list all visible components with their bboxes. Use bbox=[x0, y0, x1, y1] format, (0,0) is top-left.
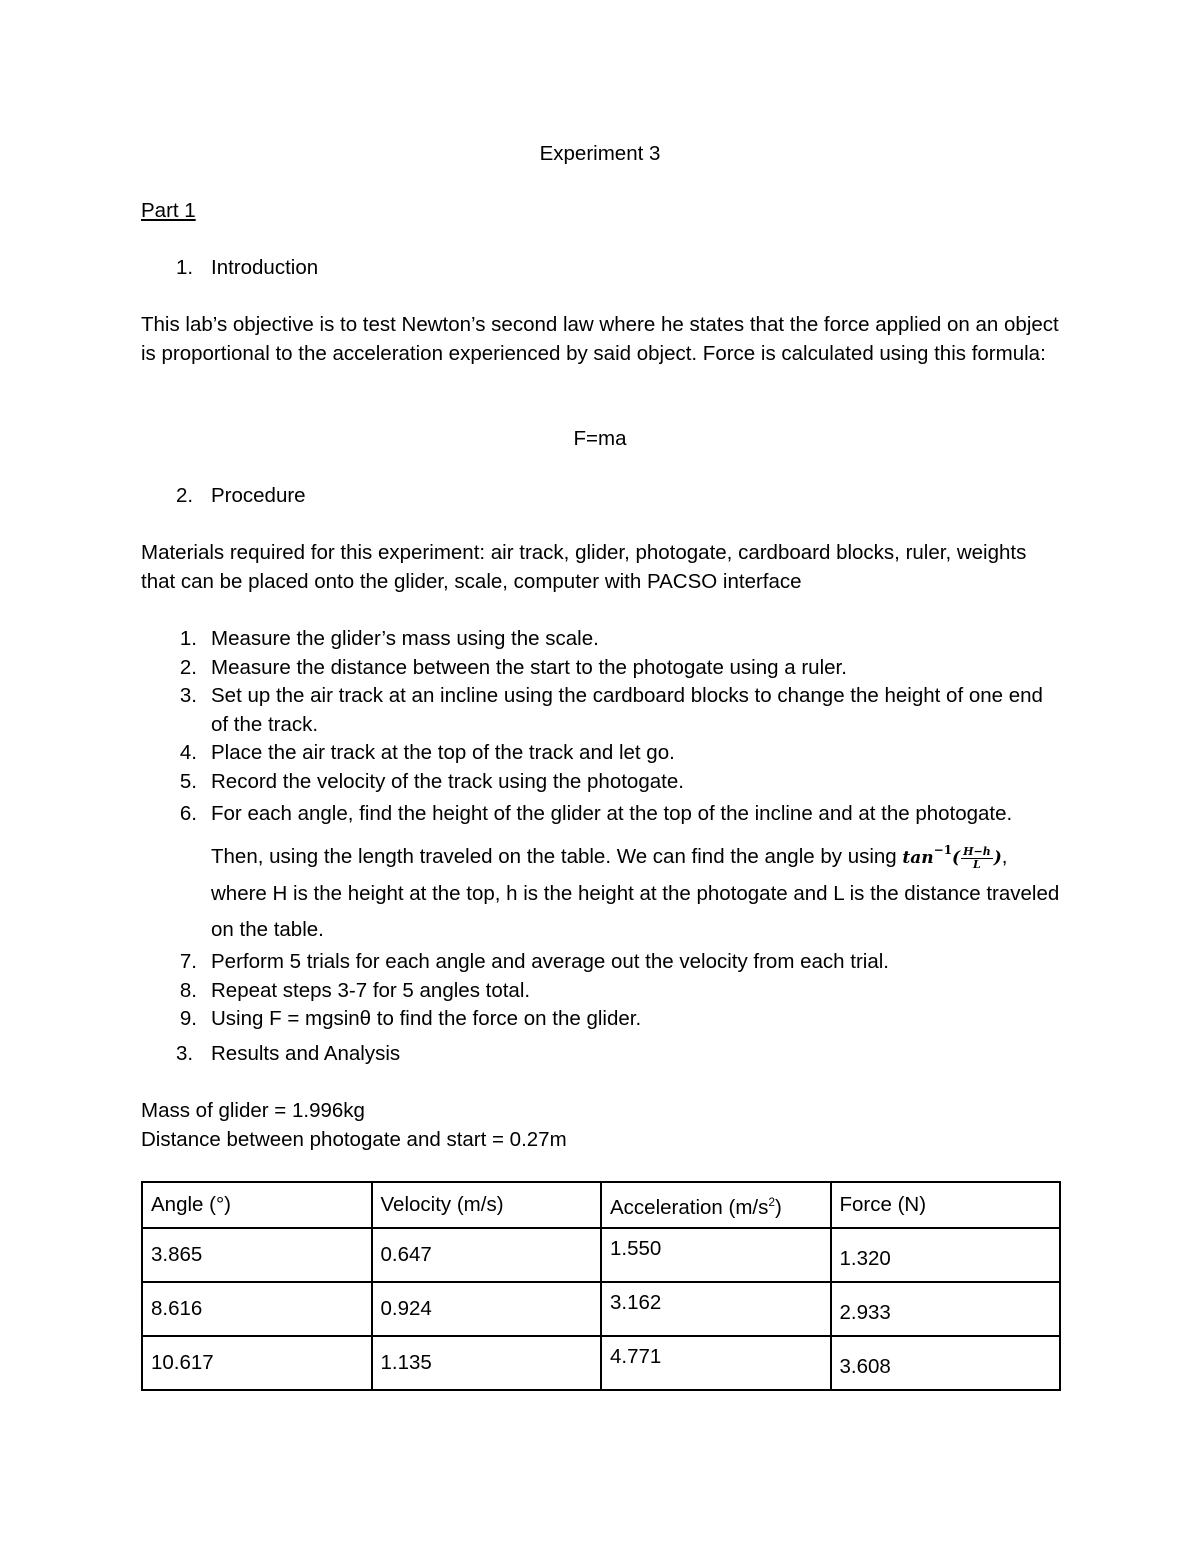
math-denominator: L bbox=[973, 858, 981, 871]
cell-acceleration: 3.162 bbox=[601, 1282, 831, 1336]
results-table bbox=[141, 1181, 1061, 1391]
section-number: 1. bbox=[176, 256, 194, 279]
cell-angle: 3.865 bbox=[142, 1228, 372, 1282]
step-text: Set up the air track at an incline using the cardboard blocks to change the height of one end of the track. bbox=[211, 684, 1043, 736]
angle-formula: $\tan^{-1}$( $\frac{H-h}{L}$ ) bbox=[902, 843, 1002, 871]
step-text: Perform 5 trials for each angle and average out the velocity from each trial. bbox=[211, 950, 889, 973]
section-label: Procedure bbox=[211, 484, 306, 507]
header-force: Force (N) bbox=[831, 1182, 1061, 1228]
section-label: Results and Analysis bbox=[211, 1042, 401, 1065]
header-acceleration-close: ) bbox=[775, 1195, 782, 1219]
list-item bbox=[141, 948, 1061, 977]
part-heading: Part 1 bbox=[141, 199, 196, 222]
step-number: 6. bbox=[179, 802, 197, 825]
list-item bbox=[141, 654, 1061, 683]
procedure-steps bbox=[141, 625, 1061, 1034]
step-number: 4. bbox=[179, 741, 197, 764]
mass-line: Mass of glider = 1.996kg bbox=[141, 1099, 365, 1122]
section-heading-results bbox=[176, 1040, 400, 1069]
list-item bbox=[141, 739, 1061, 768]
cell-force: 2.933 bbox=[831, 1282, 1061, 1336]
section-label: Introduction bbox=[211, 256, 319, 279]
step-text: Measure the distance between the start to the photogate using a ruler. bbox=[211, 655, 847, 679]
step-number: 2. bbox=[179, 655, 197, 679]
step-text: Repeat steps 3-7 for 5 angles total. bbox=[211, 978, 531, 1002]
cell-angle: 10.617 bbox=[142, 1336, 372, 1390]
section-number: 3. bbox=[176, 1042, 194, 1065]
list-item bbox=[141, 682, 1061, 739]
math-numerator: H−h bbox=[963, 845, 991, 858]
math-function: tan bbox=[902, 848, 934, 868]
table-header-row bbox=[142, 1182, 1060, 1228]
document-title: Experiment 3 bbox=[539, 142, 661, 165]
step-number: 9. bbox=[179, 1007, 197, 1030]
step-text: Record the velocity of the track using the photogate. bbox=[211, 769, 684, 793]
list-item bbox=[141, 625, 1061, 654]
list-item bbox=[141, 796, 1061, 948]
step-text: , where H is the height at the top, h is the height at the photogate and L is the distance traveled on the table. bbox=[211, 845, 1060, 941]
header-velocity: Velocity (m/s) bbox=[372, 1182, 602, 1228]
cell-force: 3.608 bbox=[831, 1336, 1061, 1390]
table-row bbox=[142, 1336, 1060, 1390]
intro-paragraph: This lab’s objective is to test Newton’s second law where he states that the force applied on an object is proportional to the acceleration experienced by said object. Force is calculated using this formula: bbox=[141, 313, 1059, 365]
step-number: 7. bbox=[179, 950, 197, 973]
section-number: 2. bbox=[176, 484, 194, 507]
step-text: Measure the glider’s mass using the scale. bbox=[211, 627, 599, 650]
step-number: 3. bbox=[179, 684, 197, 707]
header-acceleration-exponent: 2 bbox=[768, 1194, 776, 1209]
formula: F=ma bbox=[573, 427, 627, 450]
math-exponent: −1 bbox=[933, 843, 953, 857]
cell-acceleration: 4.771 bbox=[601, 1336, 831, 1390]
cell-velocity: 0.924 bbox=[372, 1282, 602, 1336]
section-heading-procedure bbox=[176, 482, 306, 511]
step-number: 1. bbox=[179, 627, 197, 650]
math-fraction bbox=[961, 846, 993, 871]
step-text: For each angle, find the height of the glider at the top of the incline and at the photogate. Then, using the length traveled on the table. We can find the angle by using bbox=[211, 802, 1013, 868]
materials-paragraph: Materials required for this experiment: air track, glider, photogate, cardboard blocks, ruler, weights that can be placed onto the glider, scale, computer with PACSO interface bbox=[141, 541, 1027, 593]
cell-velocity: 0.647 bbox=[372, 1228, 602, 1282]
list-item bbox=[141, 1005, 1061, 1034]
step-number: 8. bbox=[179, 978, 197, 1002]
step-text: Place the air track at the top of the track and let go. bbox=[211, 741, 675, 764]
table-row bbox=[142, 1228, 1060, 1282]
cell-angle: 8.616 bbox=[142, 1282, 372, 1336]
list-item bbox=[141, 768, 1061, 797]
cell-acceleration: 1.550 bbox=[601, 1228, 831, 1282]
cell-velocity: 1.135 bbox=[372, 1336, 602, 1390]
distance-line: Distance between photogate and start = 0.27m bbox=[141, 1128, 567, 1151]
step-text: Using F = mgsinθ to find the force on the glider. bbox=[211, 1007, 642, 1030]
table-row bbox=[142, 1282, 1060, 1336]
section-heading-introduction bbox=[176, 254, 318, 283]
header-acceleration-label: Acceleration (m/s bbox=[610, 1195, 769, 1219]
cell-force: 1.320 bbox=[831, 1228, 1061, 1282]
list-item bbox=[141, 977, 1061, 1006]
header-angle: Angle (°) bbox=[142, 1182, 372, 1228]
header-acceleration bbox=[601, 1182, 831, 1228]
step-number: 5. bbox=[179, 769, 197, 793]
